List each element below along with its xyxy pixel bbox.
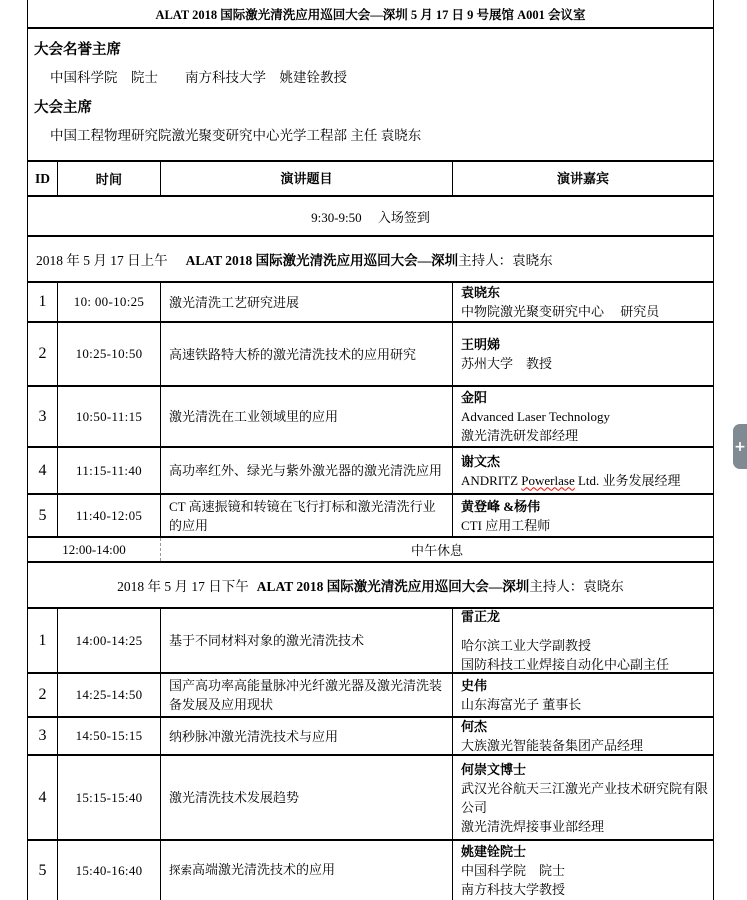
col-header-guest: 演讲嘉宾 bbox=[556, 171, 609, 186]
schedule-row-afternoon-5 bbox=[28, 841, 713, 900]
col-header-time: 时间 bbox=[58, 162, 161, 195]
row-guest bbox=[453, 387, 713, 446]
speaker-name: 王明娣 bbox=[461, 337, 501, 352]
lunch-label: 中午休息 bbox=[410, 543, 463, 558]
speaker-affiliation: 苏州大学 教授 bbox=[461, 356, 553, 371]
speaker-name: 何崇文博士 bbox=[461, 761, 527, 777]
schedule-row-morning-4 bbox=[28, 448, 713, 495]
signin-row bbox=[28, 197, 713, 237]
schedule-row-morning-1 bbox=[28, 283, 713, 323]
row-id: 2 bbox=[28, 323, 58, 385]
speaker-title: 国防科技工业焊接自动化中心副主任 bbox=[461, 657, 670, 672]
speaker-name: 姚建铨院士 bbox=[461, 844, 527, 859]
row-topic: 探索高端激光清洗技术的应用 bbox=[161, 841, 453, 900]
topic-prefix: 探索 bbox=[169, 865, 192, 877]
schedule-row-afternoon-1 bbox=[28, 609, 713, 674]
schedule-row-morning-5 bbox=[28, 495, 713, 538]
row-topic: 激光清洗工艺研究进展 bbox=[161, 283, 453, 321]
row-guest bbox=[453, 609, 713, 672]
row-id: 1 bbox=[28, 609, 58, 672]
row-id: 1 bbox=[28, 283, 58, 321]
row-id: 5 bbox=[28, 495, 58, 536]
speaker-affiliation: 哈尔滨工业大学副教授 bbox=[461, 638, 592, 653]
row-guest bbox=[453, 718, 713, 754]
lunch-row bbox=[28, 538, 713, 563]
row-id: 3 bbox=[28, 718, 58, 754]
signin-label: 9:30-9:50 入场签到 bbox=[311, 209, 430, 225]
speaker-affiliation: ANDRITZ Powerlase Ltd. 业务发展经理 bbox=[461, 472, 681, 488]
speaker-affiliation: Advanced Laser Technology bbox=[461, 409, 611, 424]
row-guest bbox=[453, 283, 713, 321]
table-header-row bbox=[28, 162, 713, 197]
col-header-id: ID bbox=[28, 162, 58, 195]
row-guest bbox=[453, 756, 713, 839]
afternoon-session-header bbox=[28, 563, 713, 609]
honorary-chair-label: 大会名誉主席 bbox=[34, 42, 121, 58]
lunch-time: 12:00-14:00 bbox=[28, 538, 161, 561]
session-host: 主持人：袁晓东 bbox=[458, 253, 553, 268]
conference-title: ALAT 2018 国际激光清洗应用巡回大会—深圳 5 月 17 日 9 号展馆 A001 会议室 bbox=[155, 7, 586, 22]
row-guest bbox=[453, 674, 713, 716]
speaker-affiliation: 山东海富光子 董事长 bbox=[461, 697, 582, 712]
session-event: ALAT 2018 国际激光清洗应用巡回大会—深圳 bbox=[185, 253, 459, 268]
speaker-affiliation: 武汉光谷航天三江激光产业技术研究院有限公司 bbox=[461, 780, 709, 815]
session-host: 主持人：袁晓东 bbox=[529, 579, 624, 594]
col-header-topic: 演讲题目 bbox=[161, 162, 453, 195]
row-time: 15:15-15:40 bbox=[58, 756, 161, 839]
chair-label: 大会主席 bbox=[34, 100, 92, 116]
schedule-row-morning-3 bbox=[28, 387, 713, 448]
agenda-document bbox=[27, 0, 714, 900]
row-topic: 高功率红外、绿光与紫外激光器的激光清洗应用 bbox=[161, 448, 453, 493]
row-time: 11:15-11:40 bbox=[58, 448, 161, 493]
row-time: 14:50-15:15 bbox=[58, 718, 161, 754]
schedule-row-afternoon-3 bbox=[28, 718, 713, 756]
row-id: 4 bbox=[28, 756, 58, 839]
speaker-name: 谢文杰 bbox=[461, 453, 501, 469]
row-time: 10:50-11:15 bbox=[58, 387, 161, 446]
session-date: 2018 年 5 月 17 日下午 bbox=[117, 579, 249, 594]
speaker-affiliation: 中国科学院 院士 bbox=[461, 863, 566, 878]
plus-icon: + bbox=[734, 438, 746, 455]
row-time: 14:25-14:50 bbox=[58, 674, 161, 716]
speaker-name: 黄登峰 &杨伟 bbox=[461, 498, 541, 514]
row-id: 4 bbox=[28, 448, 58, 493]
row-id: 2 bbox=[28, 674, 58, 716]
speaker-name: 雷正龙 bbox=[461, 609, 501, 624]
chair-value: 中国工程物理研究院激光聚变研究中心光学工程部 主任 袁晓东 bbox=[50, 128, 422, 143]
row-time: 11:40-12:05 bbox=[58, 495, 161, 536]
schedule-row-afternoon-4 bbox=[28, 756, 713, 841]
session-event: ALAT 2018 国际激光清洗应用巡回大会—深圳 bbox=[256, 579, 530, 594]
session-date: 2018 年 5 月 17 日上午 bbox=[36, 253, 168, 268]
speaker-name: 何杰 bbox=[461, 719, 488, 734]
speaker-title: 激光清洗研发部经理 bbox=[461, 428, 579, 443]
row-topic: 国产高功率高能量脉冲光纤激光器及激光清洗装备发展及应用现状 bbox=[161, 674, 453, 716]
title-row bbox=[28, 0, 713, 29]
row-topic: 基于不同材料对象的激光清洗技术 bbox=[161, 609, 453, 672]
spellcheck-word: Powerlase bbox=[521, 472, 575, 488]
morning-session-header bbox=[28, 237, 713, 283]
row-time: 14:00-14:25 bbox=[58, 609, 161, 672]
row-topic: 激光清洗在工业领域里的应用 bbox=[161, 387, 453, 446]
row-topic: 纳秒脉冲激光清洗技术与应用 bbox=[161, 718, 453, 754]
schedule-row-afternoon-2 bbox=[28, 674, 713, 718]
row-topic: 激光清洗技术发展趋势 bbox=[161, 756, 453, 839]
speaker-name: 袁晓东 bbox=[461, 285, 501, 300]
row-time: 15:40-16:40 bbox=[58, 841, 161, 900]
row-guest bbox=[453, 841, 713, 900]
row-time: 10: 00-10:25 bbox=[58, 283, 161, 321]
speaker-name: 史伟 bbox=[461, 678, 488, 693]
chairs-section bbox=[28, 29, 713, 162]
speaker-affiliation: CTI 应用工程师 bbox=[461, 517, 551, 533]
side-panel-toggle[interactable] bbox=[733, 424, 747, 469]
honorary-chair-value: 中国科学院 院士 南方科技大学 姚建铨教授 bbox=[50, 70, 347, 85]
speaker-title: 激光清洗焊接事业部经理 bbox=[461, 818, 605, 834]
schedule-row-morning-2 bbox=[28, 323, 713, 387]
row-guest bbox=[453, 495, 713, 536]
row-time: 10:25-10:50 bbox=[58, 323, 161, 385]
speaker-name: 金阳 bbox=[461, 390, 488, 405]
row-guest bbox=[453, 323, 713, 385]
speaker-affiliation: 大族激光智能装备集团产品经理 bbox=[461, 738, 644, 753]
row-guest bbox=[453, 448, 713, 493]
row-id: 5 bbox=[28, 841, 58, 900]
row-topic: 高速铁路特大桥的激光清洗技术的应用研究 bbox=[161, 323, 453, 385]
speaker-title: 南方科技大学教授 bbox=[461, 882, 566, 897]
speaker-affiliation: 中物院激光聚变研究中心 研究员 bbox=[461, 304, 660, 319]
row-id: 3 bbox=[28, 387, 58, 446]
row-topic: CT 高速振镜和转镜在飞行打标和激光清洗行业的应用 bbox=[161, 495, 453, 536]
